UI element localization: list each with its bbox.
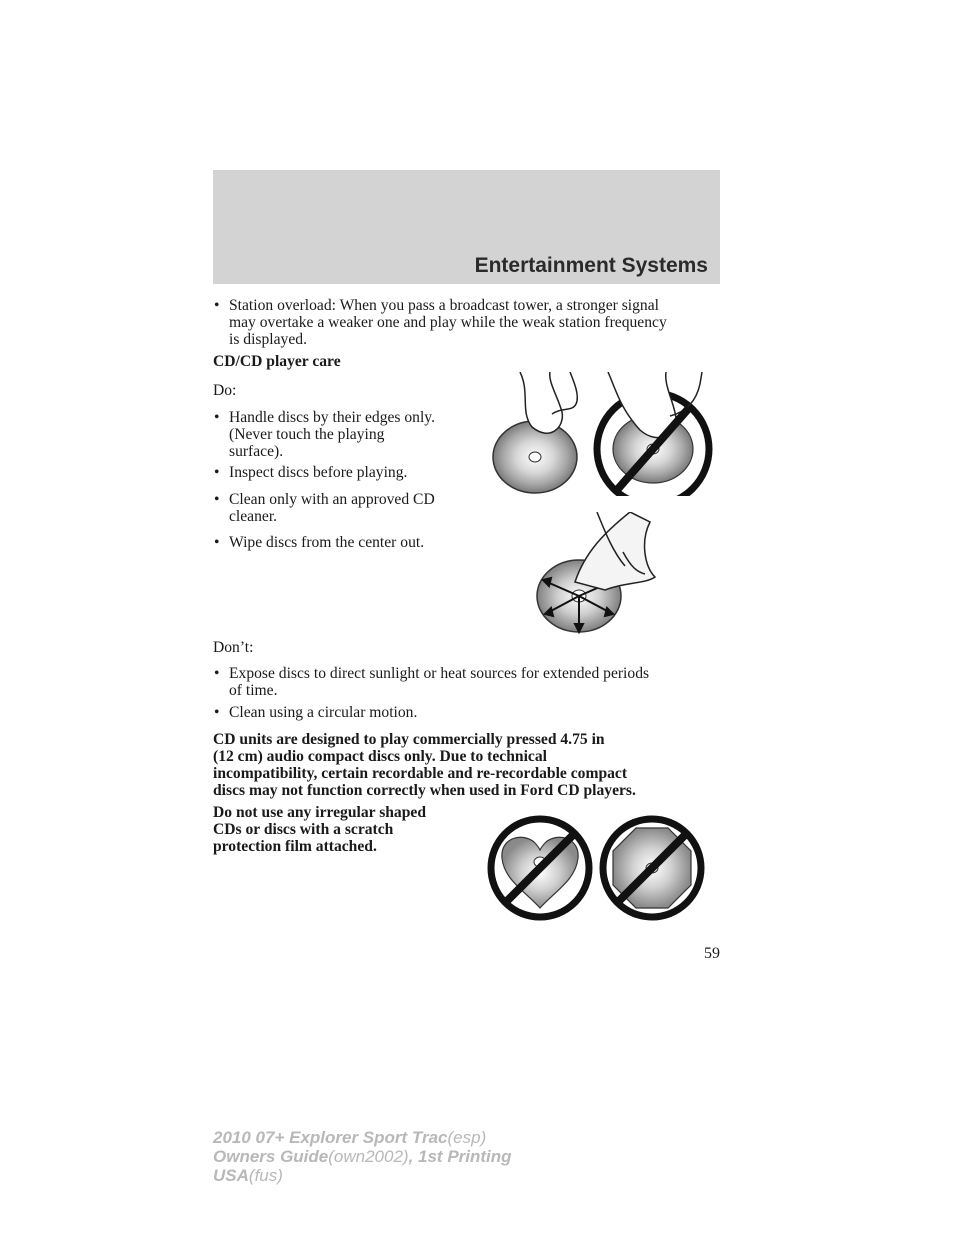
text-line: (12 cm) audio compact discs only. Due to technical xyxy=(213,748,547,765)
footer-model: 2010 07+ Explorer Sport Trac xyxy=(213,1128,448,1147)
text-line: surface). xyxy=(229,443,284,460)
irregular-disc-notice xyxy=(213,804,426,855)
disc-handling-illustration xyxy=(490,372,722,496)
text-line: (Never touch the playing xyxy=(229,426,385,443)
footer-region-code: (fus) xyxy=(248,1166,283,1185)
section-title: Entertainment Systems xyxy=(474,254,708,277)
text-line: discs may not function correctly when used in Ford CD players. xyxy=(213,782,636,799)
text-line: may overtake a weaker one and play while the weak station frequency xyxy=(229,314,667,331)
text-line: of time. xyxy=(229,682,278,699)
dont-item xyxy=(213,665,649,699)
dont-item xyxy=(213,704,417,721)
text-line: Clean only with an approved CD xyxy=(229,491,435,508)
do-item xyxy=(213,464,407,481)
footer xyxy=(213,1128,512,1185)
cd-care-heading: CD/CD player care xyxy=(213,353,341,370)
text-line: Station overload: When you pass a broadcast tower, a stronger signal xyxy=(229,297,659,314)
text-line: protection film attached. xyxy=(213,838,377,855)
station-overload-bullet xyxy=(213,297,667,348)
dont-label: Don’t: xyxy=(213,639,254,656)
disc-wiping-illustration xyxy=(535,512,667,636)
irregular-discs-illustration xyxy=(486,812,706,922)
section-header-band xyxy=(213,170,720,284)
text-line: Clean using a circular motion. xyxy=(229,704,418,721)
footer-printing: , 1st Printing xyxy=(408,1147,512,1166)
footer-guide: Owners Guide xyxy=(213,1147,329,1166)
text-line: CD units are designed to play commercially pressed 4.75 in xyxy=(213,731,605,748)
footer-model-code: (esp) xyxy=(447,1128,487,1147)
text-line: Inspect discs before playing. xyxy=(229,464,408,481)
text-line: CDs or discs with a scratch xyxy=(213,821,394,838)
do-item xyxy=(213,409,435,460)
text-line: cleaner. xyxy=(229,508,278,525)
do-item xyxy=(213,491,435,525)
text-line: Expose discs to direct sunlight or heat sources for extended periods xyxy=(229,665,650,682)
footer-region: USA xyxy=(213,1166,249,1185)
text-line: is displayed. xyxy=(229,331,307,348)
text-line: Wipe discs from the center out. xyxy=(229,534,425,551)
compatibility-notice xyxy=(213,731,636,799)
page-number: 59 xyxy=(704,945,720,962)
do-label: Do: xyxy=(213,382,237,399)
do-item xyxy=(213,534,424,551)
footer-guide-code: (own2002) xyxy=(328,1147,409,1166)
text-line: Handle discs by their edges only. xyxy=(229,409,435,426)
text-line: incompatibility, certain recordable and re-recordable compact xyxy=(213,765,628,782)
text-line: Do not use any irregular shaped xyxy=(213,804,426,821)
